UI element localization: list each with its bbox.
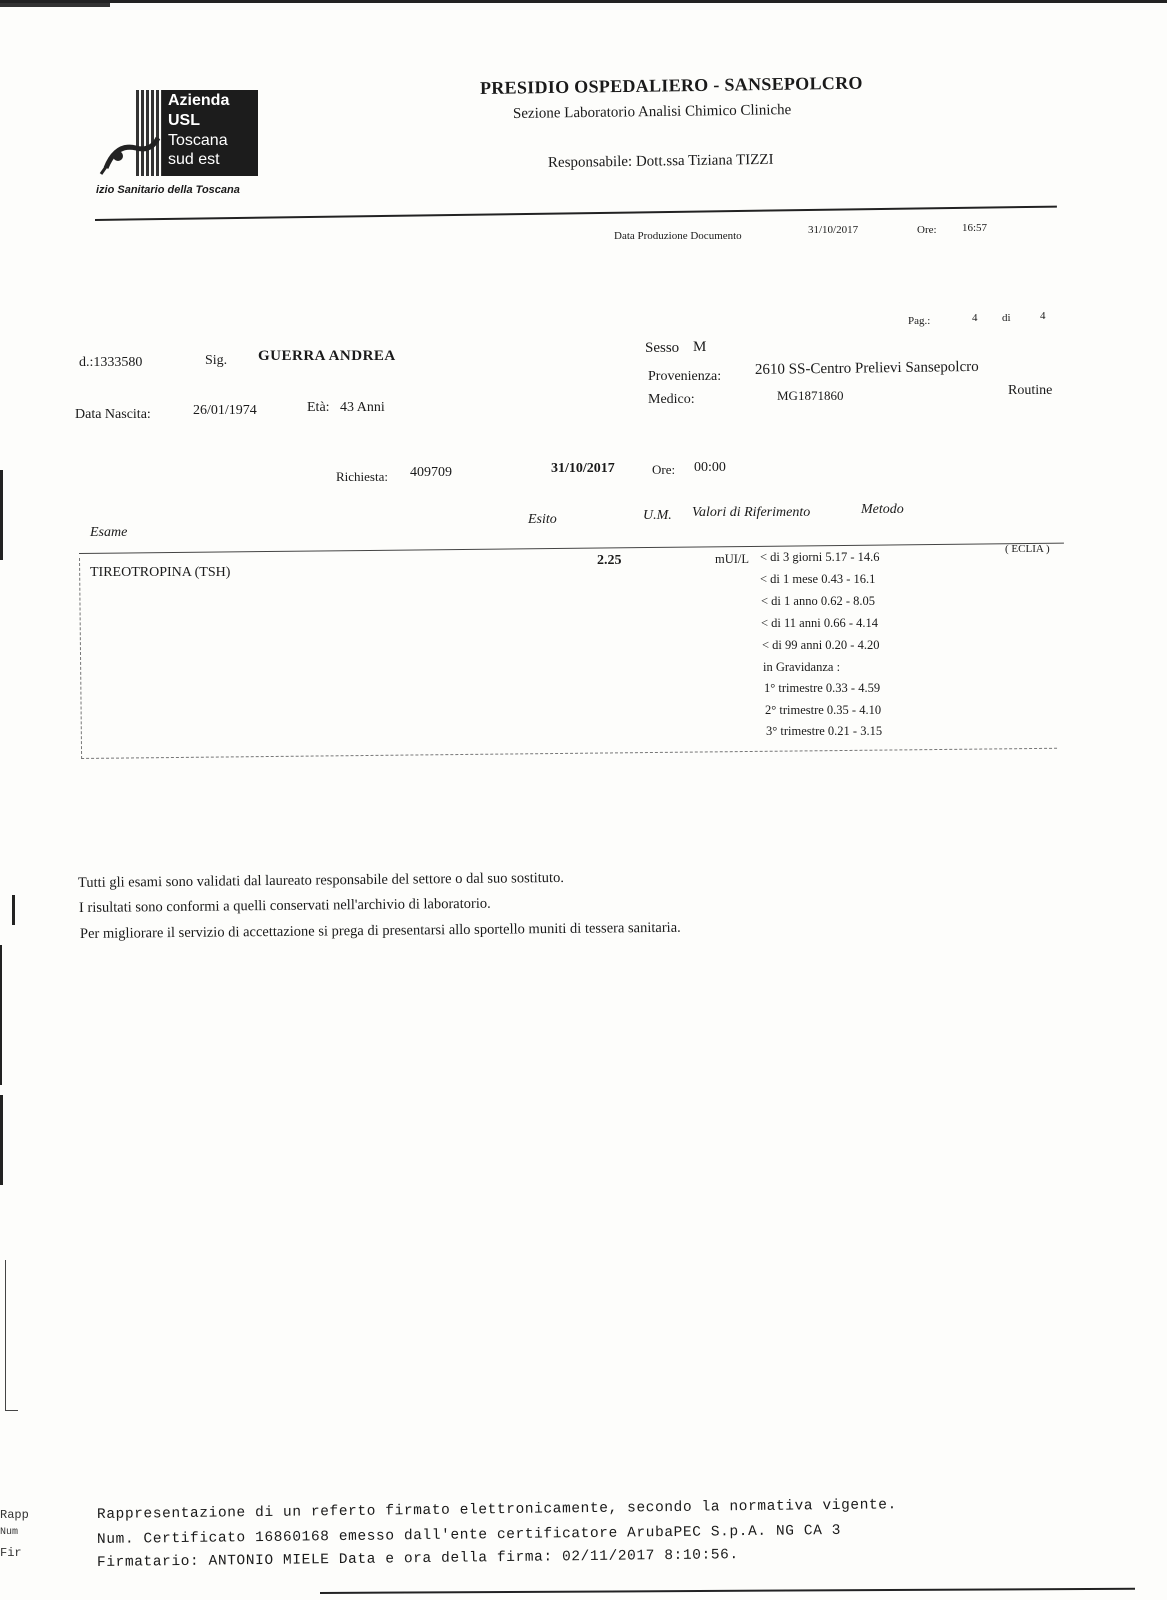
logo-figure-icon — [96, 108, 166, 178]
header-method: Metodo — [861, 502, 904, 517]
patient-name: GUERRA ANDREA — [258, 348, 396, 364]
priority: Routine — [1008, 383, 1053, 398]
footer-rule — [320, 1588, 1135, 1594]
production-date: 31/10/2017 — [808, 224, 859, 236]
production-time: 16:57 — [962, 222, 988, 234]
hospital-section: Sezione Laboratorio Analisi Chimico Cliniche — [512, 102, 792, 122]
logo-line-1: Azienda — [168, 92, 230, 109]
reference-line: < di 99 anni 0.20 - 4.20 — [762, 638, 880, 652]
logo-line-2: USL — [168, 112, 200, 129]
reference-line: in Gravidanza : — [763, 660, 841, 674]
reference-line: 2° trimestre 0.35 - 4.10 — [765, 703, 882, 717]
origin-label: Provenienza: — [648, 369, 722, 384]
scan-mark — [0, 1095, 3, 1185]
reference-line: < di 3 giorni 5.17 - 14.6 — [760, 550, 880, 564]
sex-label: Sesso — [645, 340, 680, 356]
logo-line-4: sud est — [168, 151, 220, 168]
exam-unit: mUI/L — [715, 552, 750, 566]
reference-line: < di 1 mese 0.43 - 16.1 — [760, 572, 876, 586]
birth-label: Data Nascita: — [75, 407, 151, 422]
patient-id: d.:1333580 — [79, 355, 143, 370]
request-label: Richiesta: — [336, 469, 388, 484]
patient-title: Sig. — [205, 353, 228, 368]
request-date: 31/10/2017 — [551, 461, 615, 476]
exam-result: 2.25 — [597, 553, 622, 568]
header-unit: U.M. — [643, 508, 672, 523]
asl-logo — [96, 88, 261, 200]
sex-value: M — [693, 339, 707, 355]
age-label: Età: — [307, 400, 330, 415]
page-total: 4 — [1040, 310, 1046, 322]
reference-line: 3° trimestre 0.21 - 3.15 — [766, 724, 883, 738]
certificate-info: Num. Certificato 16860168 emesso dall'ente certificatore ArubaPEC S.p.A. NG CA 3 — [96, 1522, 842, 1548]
header-exam: Esame — [90, 525, 128, 540]
reference-line: < di 1 anno 0.62 - 8.05 — [761, 594, 875, 608]
reference-line: < di 11 anni 0.66 - 4.14 — [761, 616, 878, 630]
exam-name: TIREOTROPINA (TSH) — [90, 565, 231, 580]
header-rule — [95, 206, 1057, 221]
note-validation: Tutti gli esami sono validati dal laureato responsabile del settore o dal suo sostituto. — [77, 869, 565, 891]
scan-mark — [0, 945, 2, 1085]
scan-edge — [0, 0, 1167, 3]
request-time-label: Ore: — [652, 462, 676, 477]
margin-text: Fir — [0, 1546, 22, 1560]
scan-mark — [0, 470, 3, 560]
signer-info: Firmatario: ANTONIO MIELE Data e ora della firma: 02/11/2017 8:10:56. — [96, 1547, 739, 1571]
signature-statement: Rappresentazione di un referto firmato elettronicamente, secondo la normativa vigente. — [96, 1497, 897, 1523]
origin-value: 2610 SS-Centro Prelievi Sansepolcro — [754, 358, 979, 378]
header-reference: Valori di Riferimento — [692, 505, 811, 520]
margin-text: Num — [0, 1527, 19, 1538]
request-number: 409709 — [410, 465, 452, 480]
doctor-label: Medico: — [648, 392, 695, 407]
header-result: Esito — [528, 512, 557, 527]
doctor-value: MG1871860 — [777, 388, 844, 403]
request-time: 00:00 — [694, 460, 726, 475]
scan-edge-mark — [0, 3, 110, 7]
margin-text: Rapp — [0, 1508, 29, 1522]
hospital-title: PRESIDIO OSPEDALIERO - SANSEPOLCRO — [479, 72, 863, 98]
production-label: Data Produzione Documento — [614, 230, 742, 242]
exam-method: ( ECLIA ) — [1005, 543, 1050, 555]
reference-line: 1° trimestre 0.33 - 4.59 — [764, 681, 881, 695]
hospital-responsible: Responsabile: Dott.ssa Tiziana TIZZI — [547, 151, 774, 171]
scan-bracket — [5, 1260, 18, 1411]
page-number: 4 — [972, 312, 978, 324]
scan-mark — [12, 895, 15, 925]
birth-date: 26/01/1974 — [193, 403, 257, 418]
page-label: Pag.: — [908, 315, 931, 327]
note-conformity: I risultati sono conformi a quelli conservati nell'archivio di laboratorio. — [78, 895, 491, 916]
production-time-label: Ore: — [917, 224, 937, 236]
note-acceptance: Per migliorare il servizio di accettazione si prega di presentarsi allo sportello muniti di tessera sanitaria. — [79, 919, 681, 942]
logo-caption: izio Sanitario della Toscana — [96, 184, 240, 196]
logo-line-3: Toscana — [168, 132, 228, 149]
age-value: 43 Anni — [340, 400, 385, 415]
page-of-label: di — [1002, 312, 1011, 324]
